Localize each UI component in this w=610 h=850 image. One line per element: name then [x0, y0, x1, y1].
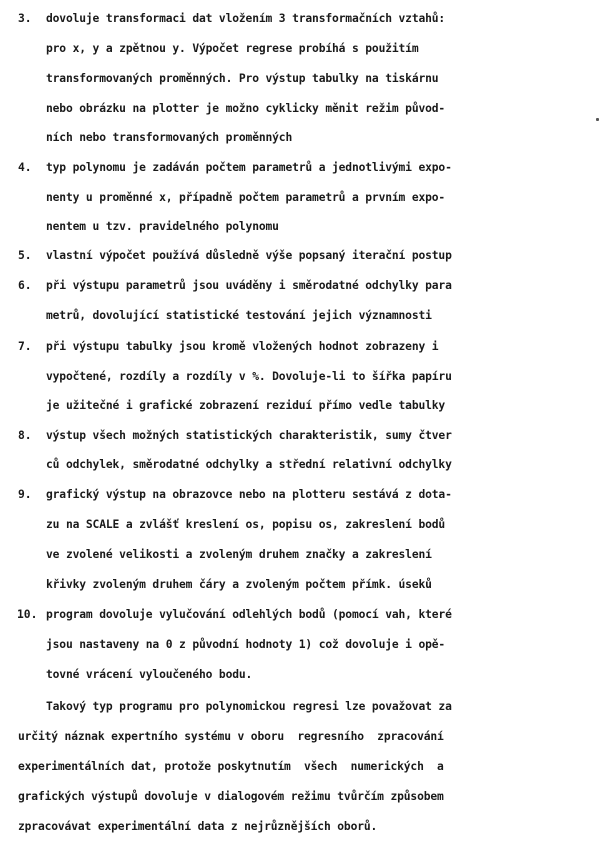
list-item-line: je užitečné i grafické zobrazení reziduí přímo vedle tabulky [46, 399, 446, 412]
paragraph-line: grafických výstupů dovoluje v dialogovém režimu tvůrčím způsobem [18, 790, 444, 803]
paragraph-line: zpracovávat experimentální data z nejrůznějších oborů. [18, 820, 378, 833]
list-item-line: ců odchylek, směrodatné odchylky a střední relativní odchylky [46, 458, 452, 471]
list-item-line: zu na SCALE a zvlášť kreslení os, popisu os, zakreslení bodů [46, 518, 446, 531]
paragraph-line: experimentálních dat, protože poskytnutím všech numerických a [18, 760, 444, 773]
list-item-line: typ polynomu je zadáván počtem parametrů a jednotlivými expo- [46, 161, 452, 174]
list-item-number: 10. [17, 608, 38, 621]
list-item-line: ve zvolené velikosti a zvoleným druhem značky a zakreslení [46, 548, 432, 561]
list-item-line: program dovoluje vylučování odlehlých bodů (pomocí vah, které [46, 608, 452, 621]
list-item-number: 4. [18, 161, 32, 174]
list-item-number: 8. [18, 429, 32, 442]
list-item-line: dovoluje transformaci dat vložením 3 transformačních vztahů: [46, 12, 446, 25]
list-item-number: 9. [18, 488, 32, 501]
list-item-line: při výstupu parametrů jsou uváděny i směrodatné odchylky para [46, 279, 452, 292]
list-item-line: výstup všech možných statistických charakteristik, sumy čtver [46, 429, 452, 442]
list-item-line: pro x, y a zpětnou y. Výpočet regrese probíhá s použitím [46, 42, 419, 55]
paragraph-line: Takový typ programu pro polynomickou regresi lze považovat za [46, 700, 452, 713]
list-item-line: křivky zvoleným druhem čáry a zvoleným počtem přímk. úseků [46, 578, 432, 591]
list-item-line: ních nebo transformovaných proměnných [46, 131, 293, 144]
list-item-line: nentem u tzv. pravidelného polynomu [46, 220, 279, 233]
list-item-line: nebo obrázku na plotter je možno cyklicky měnit režim původ- [46, 102, 446, 115]
paragraph-line: určitý náznak expertního systému v oboru regresního zpracování [18, 730, 444, 743]
list-item-line: tovné vrácení vyloučeného bodu. [46, 668, 253, 681]
list-item-number: 5. [18, 249, 32, 262]
list-item-number: 3. [18, 12, 32, 25]
list-item-line: grafický výstup na obrazovce nebo na plotteru sestává z dota- [46, 488, 452, 501]
scan-speck [596, 118, 599, 121]
list-item-line: vypočtené, rozdíly a rozdíly v %. Dovoluje-li to šířka papíru [46, 370, 452, 383]
list-item-line: jsou nastaveny na 0 z původní hodnoty 1) což dovoluje i opě- [46, 638, 446, 651]
list-item-line: při výstupu tabulky jsou kromě vložených hodnot zobrazeny i [46, 340, 439, 353]
list-item-line: vlastní výpočet používá důsledně výše popsaný iterační postup [46, 249, 452, 262]
list-item-number: 7. [18, 340, 32, 353]
list-item-line: nenty u proměnné x, případně počtem parametrů a prvním expo- [46, 191, 446, 204]
list-item-line: metrů, dovolující statistické testování jejich významnosti [46, 309, 432, 322]
list-item-line: transformovaných proměnných. Pro výstup tabulky na tiskárnu [46, 72, 439, 85]
list-item-number: 6. [18, 279, 32, 292]
